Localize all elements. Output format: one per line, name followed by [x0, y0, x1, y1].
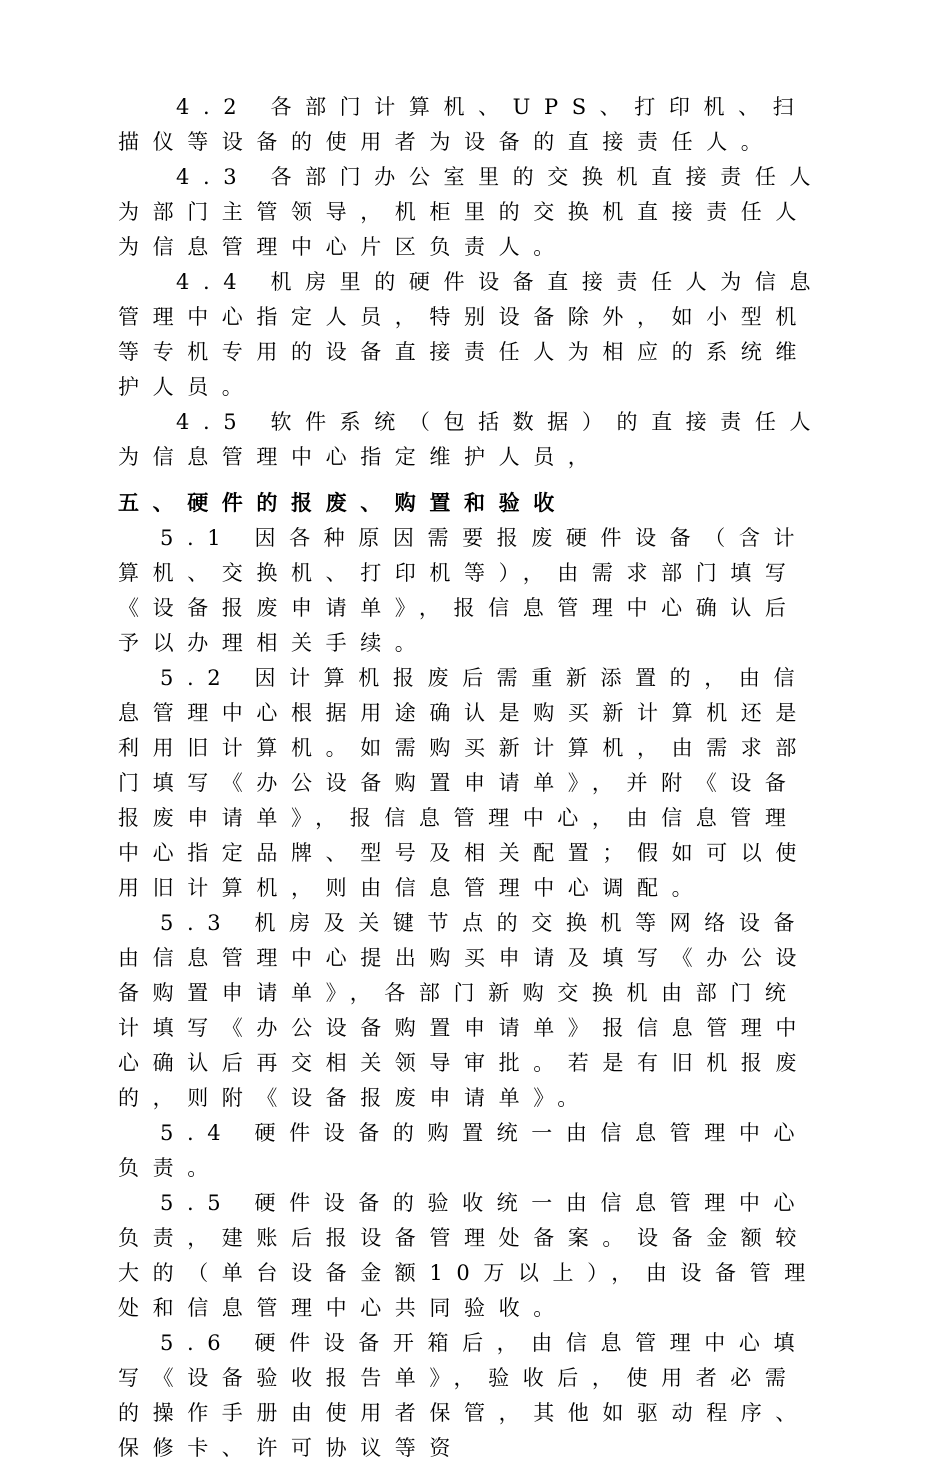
paragraph-5-5: 5.5 硬件设备的验收统一由信息管理中心负责，建账后报设备管理处备案。设备金额较大的（单台设备金额10万以上），由设备管理处和信息管理中心共同验收。	[118, 1191, 819, 1320]
paragraph-4-4: 4.4 机房里的硬件设备直接责任人为信息管理中心指定人员，特别设备除外，如小型机等专机专用的设备直接责任人为相应的系统维护人员。	[118, 270, 825, 399]
paragraph-4-3: 4.3 各部门办公室里的交换机直接责任人为部门主管领导，机柜里的交换机直接责任人为信息管理中心片区负责人。	[118, 165, 825, 259]
paragraph-4-5: 4.5 软件系统（包括数据）的直接责任人为信息管理中心指定维护人员，	[118, 410, 825, 469]
section-heading-5: 五、硬件的报废、购置和验收	[118, 491, 568, 515]
paragraph-5-4: 5.4 硬件设备的购置统一由信息管理中心负责。	[118, 1121, 809, 1180]
paragraph-5-1: 5.1 因各种原因需要报废硬件设备（含计算机、交换机、打印机等），由需求部门填写《设备报废申请单》，报信息管理中心确认后予以办理相关手续。	[118, 526, 809, 655]
paragraph-5-2: 5.2 因计算机报废后需重新添置的，由信息管理中心根据用途确认是购买新计算机还是利用旧计算机。如需购买新计算机，由需求部门填写《办公设备购置申请单》，并附《设备报废申请单》，报信息管理中心，由信息管理中心指定品牌、型号及相关配置；假如可以使用旧计算机，则由信息管理中心调配。	[118, 666, 810, 900]
paragraph-4-2: 4.2 各部门计算机、UPS、打印机、扫描仪等设备的使用者为设备的直接责任人。	[118, 95, 808, 154]
paragraph-5-6: 5.6 硬件设备开箱后，由信息管理中心填写《设备验收报告单》，验收后，使用者必需的操作手册由使用者保管，其他如驱动程序、保修卡、许可协议等资	[118, 1331, 810, 1460]
document-body	[118, 90, 830, 1466]
paragraph-5-3: 5.3 机房及关键节点的交换机等网络设备由信息管理中心提出购买申请及填写《办公设备购置申请单》，各部门新购交换机由部门统计填写《办公设备购置申请单》报信息管理中心确认后再交相关领导审批。若是有旧机报废的，则附《设备报废申请单》。	[118, 911, 810, 1110]
